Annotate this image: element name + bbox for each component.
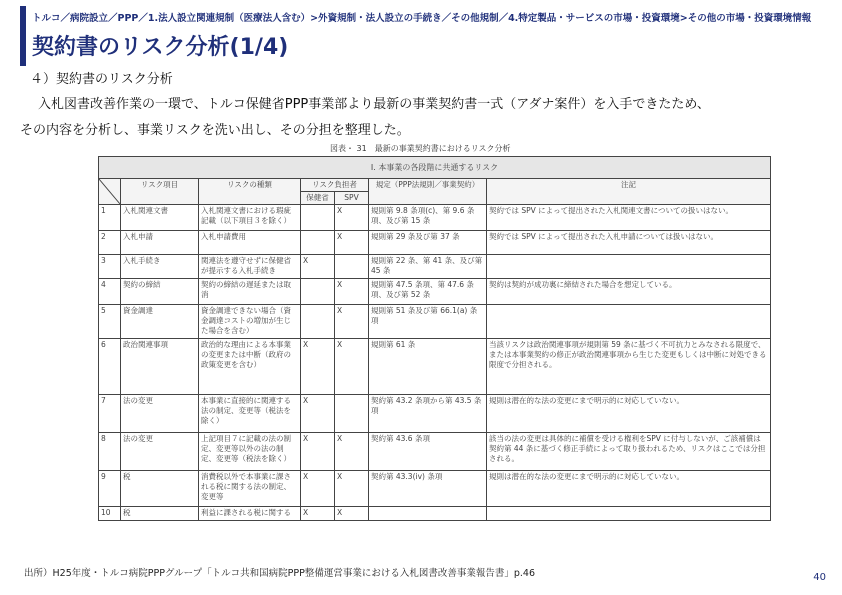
row-number: 3 <box>99 255 121 279</box>
source-citation: 出所）H25年度・トルコ病院PPPグループ「トルコ共和国病院PPP整備運営事業における入札図書改善事業報告書」p.46 <box>24 568 535 579</box>
row-bearer-gov: X <box>301 339 335 395</box>
row-notes: 契約では SPV によって提出された入札関連文書についての扱いはない。 <box>487 205 771 231</box>
section-heading: ４）契約書のリスク分析 <box>30 72 173 87</box>
row-bearer-gov <box>301 305 335 339</box>
row-bearer-gov <box>301 205 335 231</box>
table-row <box>99 433 771 471</box>
row-notes <box>487 305 771 339</box>
row-number: 9 <box>99 471 121 507</box>
row-notes: 該当の法の変更は具体的に補償を受ける権利をSPV に付与しないが、ご該補償は契約第 44 条に基づく修正手続によって取り扱われるため、リスクはここでは分担される。 <box>487 433 771 471</box>
row-bearer-gov: X <box>301 433 335 471</box>
row-number: 8 <box>99 433 121 471</box>
header-clause: 規定（PPP法規則／事業契約） <box>369 179 487 205</box>
body-line-1: 入札図書改善作業の一環で、トルコ保健省PPP事業部より最新の事業契約書一式（アダナ案件）を入手できたため、 <box>38 97 710 112</box>
row-clause: 規則第 47.5 条項、第 47.6 条項、及び第 52 条 <box>369 279 487 305</box>
row-bearer-spv: X <box>335 231 369 255</box>
row-risk-item: 入札関連文書 <box>121 205 199 231</box>
row-risk-item: 法の変更 <box>121 395 199 433</box>
table-row <box>99 395 771 433</box>
table-row <box>99 507 771 521</box>
row-number: 2 <box>99 231 121 255</box>
row-risk-item: 入札手続き <box>121 255 199 279</box>
row-clause <box>369 507 487 521</box>
page-title: 契約書のリスク分析(1/4) <box>32 35 289 60</box>
row-notes: 当該リスクは政治関連事項が規則第 59 条に基づく不可抗力とみなされる限度で、または本事業契約の修正が政治関連事項から生じた変更もしくは中断に対処できる限度で分担される。 <box>487 339 771 395</box>
row-risk-content: 入札関連文書における瑕疵記載（以下項目３を除く） <box>199 205 301 231</box>
row-clause: 契約第 43.2 条項から第 43.5 条項 <box>369 395 487 433</box>
table-section-title: I. 本事業の各段階に共通するリスク <box>99 157 771 179</box>
body-line-2: その内容を分析し、事業リスクを洗い出し、その分担を整理した。 <box>20 123 410 138</box>
row-risk-content: 上記項目７に記載の法の制定、変更等以外の法の制定、変更等（税法を除く） <box>199 433 301 471</box>
row-risk-item: 法の変更 <box>121 433 199 471</box>
row-risk-item: 入札申請 <box>121 231 199 255</box>
row-risk-content: 利益に課される税に関する <box>199 507 301 521</box>
table-row <box>99 305 771 339</box>
diagonal-header-cell <box>99 179 121 205</box>
row-bearer-spv <box>335 255 369 279</box>
row-risk-content: 本事業に直接的に関連する法の制定、変更等（税法を除く） <box>199 395 301 433</box>
row-bearer-spv: X <box>335 339 369 395</box>
row-bearer-gov <box>301 279 335 305</box>
risk-table-body <box>99 205 771 521</box>
row-risk-item: 税 <box>121 507 199 521</box>
row-bearer-gov <box>301 231 335 255</box>
risk-table-image <box>98 156 770 563</box>
header-spv: SPV <box>335 192 369 205</box>
row-clause: 規則第 51 条及び第 66.1(a) 条項 <box>369 305 487 339</box>
row-number: 4 <box>99 279 121 305</box>
row-bearer-spv: X <box>335 507 369 521</box>
header-bearer: リスク負担者 <box>301 179 369 192</box>
title-accent-bar <box>20 6 26 66</box>
row-number: 5 <box>99 305 121 339</box>
row-notes: 規則は潜在的な法の変更にまで明示的に対応していない。 <box>487 395 771 433</box>
row-risk-item: 政治関連事項 <box>121 339 199 395</box>
row-bearer-gov: X <box>301 507 335 521</box>
row-bearer-spv: X <box>335 279 369 305</box>
row-risk-item: 資金調達 <box>121 305 199 339</box>
row-risk-item: 契約の締結 <box>121 279 199 305</box>
row-bearer-gov: X <box>301 395 335 433</box>
row-number: 1 <box>99 205 121 231</box>
row-number: 6 <box>99 339 121 395</box>
header-content: リスクの種類 <box>199 179 301 205</box>
row-risk-content: 消費税以外で本事業に課される税に関する法の制定、変更等 <box>199 471 301 507</box>
row-clause: 規則第 61 条 <box>369 339 487 395</box>
row-risk-content: 政治的な理由による本事業の変更または中断（政府の政策変更を含む） <box>199 339 301 395</box>
row-bearer-spv: X <box>335 305 369 339</box>
row-notes <box>487 255 771 279</box>
row-number: 10 <box>99 507 121 521</box>
row-risk-content: 関連法を遵守せずに保健省が提示する入札手続き <box>199 255 301 279</box>
row-bearer-gov: X <box>301 471 335 507</box>
table-caption: 図表・ 31 最新の事業契約書におけるリスク分析 <box>330 144 511 153</box>
row-notes: 契約は契約が成功裏に締結された場合を想定している。 <box>487 279 771 305</box>
row-risk-item: 税 <box>121 471 199 507</box>
body-text <box>20 92 825 144</box>
header-gov: 保健省 <box>301 192 335 205</box>
row-bearer-spv: X <box>335 433 369 471</box>
table-row <box>99 339 771 395</box>
table-row <box>99 205 771 231</box>
row-risk-content: 資金調達できない場合（資金調達コストの増加が生じた場合を含む） <box>199 305 301 339</box>
table-row <box>99 231 771 255</box>
row-clause: 規則第 29 条及び第 37 条 <box>369 231 487 255</box>
table-row <box>99 255 771 279</box>
row-clause: 規則第 9.8 条項(c)、第 9.6 条項、及び第 15 条 <box>369 205 487 231</box>
row-bearer-spv: X <box>335 471 369 507</box>
row-number: 7 <box>99 395 121 433</box>
row-clause: 契約第 43.3(iv) 条項 <box>369 471 487 507</box>
header-notes: 注記 <box>487 179 771 205</box>
risk-table <box>98 156 771 521</box>
page-number: 40 <box>813 572 826 583</box>
table-row <box>99 279 771 305</box>
row-notes: 契約では SPV によって提出された入札申請については扱いはない。 <box>487 231 771 255</box>
row-notes <box>487 507 771 521</box>
header-item: リスク項目 <box>121 179 199 205</box>
row-notes: 規則は潜在的な法の変更にまで明示的に対応していない。 <box>487 471 771 507</box>
row-bearer-spv <box>335 395 369 433</box>
row-risk-content: 契約の締結の遅延または取消 <box>199 279 301 305</box>
table-row <box>99 471 771 507</box>
row-clause: 規則第 22 条、第 41 条、及び第 45 条 <box>369 255 487 279</box>
breadcrumb: トルコ／病院設立／PPP／1.法人設立関連規制（医療法人含む）>外資規制・法人設立の手続き／その他規制／4.特定製品・サービスの市場・投資環境>その他の市場・投資環境情報 <box>32 13 812 24</box>
row-clause: 契約第 43.6 条項 <box>369 433 487 471</box>
row-bearer-gov: X <box>301 255 335 279</box>
row-bearer-spv: X <box>335 205 369 231</box>
row-risk-content: 入札申請費用 <box>199 231 301 255</box>
